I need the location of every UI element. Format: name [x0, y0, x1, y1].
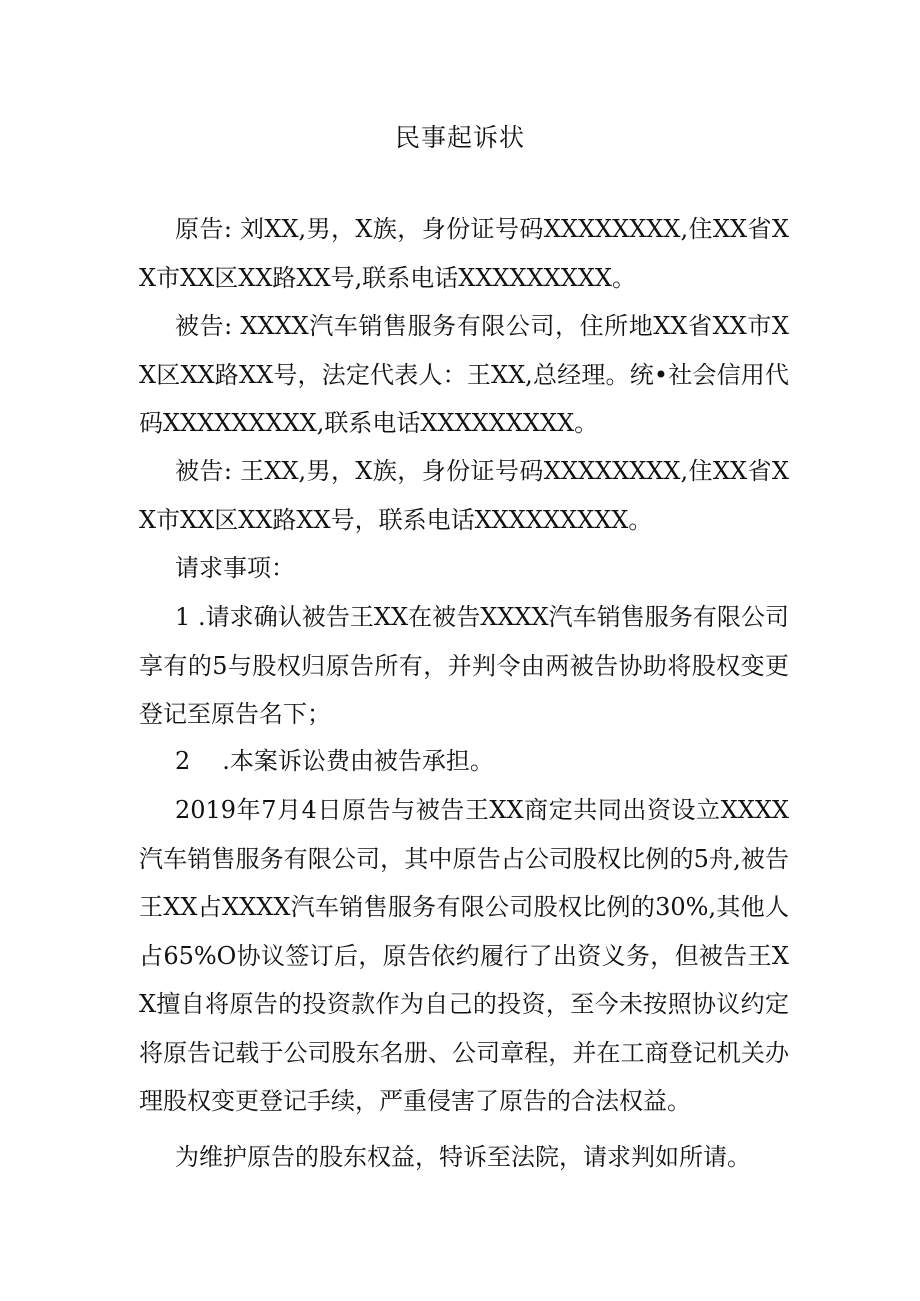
claims-heading: 请求事项： [175, 554, 295, 582]
document-title: 民事起诉状 [394, 123, 525, 152]
claim-item-2-text: .本案诉讼费由被告承担。 [222, 747, 494, 775]
closing-paragraph: 为维护原告的股东权益，特诉至法院，请求判如所请。 [175, 1143, 751, 1171]
claim-item-1: 1 .请求确认被告王XX在被告XXXX汽车销售服务有限公司享有的5与股权归原告所有，并判令由两被告协助将股权变更登记至原告名下； [139, 603, 789, 728]
defendant-company-paragraph: 被告: XXXX汽车销售服务有限公司，住所地XX省XX市XX区XX路XX号，法定代表人：王XX,总经理。统•社会信用代码XXXXXXXXX,联系电话XXXXXXXXX。 [139, 312, 789, 437]
claim-item-2 [139, 737, 789, 786]
facts-paragraph: 2019年7月4日原告与被告王XX商定共同出资设立XXXX汽车销售服务有限公司，其中原告占公司股权比例的5舟,被告王XX占XXXX汽车销售服务有限公司股权比例的30%,其他人占65%O协议签订后，原告依约履行了出资义务，但被告王XX擅自将原告的投资款作为自己的投资，至今未按照协议约定将原告记载于公司股东名册、公司章程，并在工商登记机关办理股权变更登记手续，严重侵害了原告的合法权益。 [139, 796, 789, 1115]
defendant-person-paragraph: 被告: 王XX,男，X族，身份证号码XXXXXXXX,住XX省XX市XX区XX路XX号，联系电话XXXXXXXXX。 [139, 457, 789, 534]
plaintiff-paragraph: 原告: 刘XX,男，X族，身份证号码XXXXXXXX,住XX省XX市XX区XX路XX号,联系电话XXXXXXXXX。 [139, 215, 789, 292]
claim-item-2-number: 2 [175, 747, 191, 775]
